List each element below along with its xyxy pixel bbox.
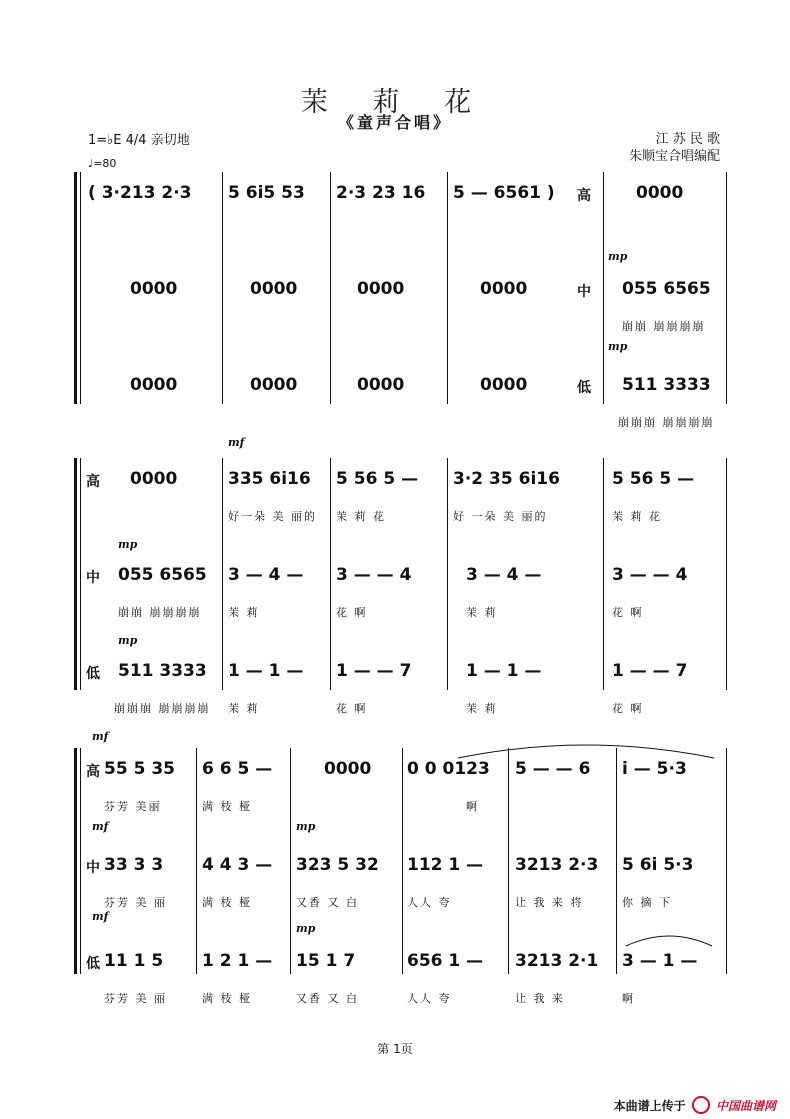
lyrics-line: 崩崩 崩崩崩崩	[622, 320, 706, 333]
measure-notes: 0000	[250, 279, 298, 299]
barline	[508, 748, 509, 974]
measure-notes: 0000	[324, 759, 372, 779]
measure-notes: 5 — 6561 )	[453, 183, 555, 203]
barline	[726, 458, 727, 690]
measure-notes: 1 2 1 —	[202, 951, 273, 971]
measure-notes: 3 — 4 —	[466, 565, 542, 585]
measure-notes: 055 6565	[118, 565, 207, 585]
barline	[603, 172, 604, 404]
lyrics-line: 人人 夸	[407, 992, 452, 1005]
lyrics-line: 茉 莉 花	[336, 510, 386, 523]
barline	[603, 458, 604, 690]
dynamic-marking: mf	[92, 820, 109, 833]
page-subtitle: 《童声合唱》	[337, 113, 452, 132]
barline	[196, 748, 197, 974]
lyrics-line: 花 啊	[336, 702, 368, 715]
dynamic-marking: mp	[296, 820, 316, 833]
measure-notes: 112 1 —	[407, 855, 484, 875]
measure-notes: 0000	[357, 375, 405, 395]
tie-slur	[624, 932, 714, 948]
measure-notes: 656 1 —	[407, 951, 484, 971]
lyrics-line: 又香 又 白	[296, 896, 359, 909]
measure-notes: 1 — — 7	[612, 661, 688, 681]
barline	[80, 172, 81, 404]
lyrics-line: 啊	[466, 800, 479, 813]
measure-notes: 0000	[130, 375, 178, 395]
lyrics-line: 啊	[622, 992, 635, 1005]
barline	[80, 458, 81, 690]
lyrics-line: 茉 莉	[466, 702, 498, 715]
measure-notes: 5 — — 6	[515, 759, 591, 779]
dynamic-marking: mf	[92, 730, 109, 743]
footer-brand[interactable]: 中国曲谱网	[715, 1099, 776, 1113]
barline	[447, 458, 448, 690]
measure-notes: 3 — — 4	[336, 565, 412, 585]
dynamic-marking: mf	[228, 436, 245, 449]
lyrics-line: 满 枝 桠	[202, 896, 252, 909]
lyrics-line: 芬芳 美 丽	[104, 896, 167, 909]
part-label-low: 低	[577, 380, 591, 396]
lyrics-line: 人人 夸	[407, 896, 452, 909]
part-label-low: 低	[86, 956, 100, 972]
part-label-low: 低	[86, 666, 100, 682]
lyrics-line: 让 我 来 将	[515, 896, 584, 909]
lyrics-line: 茉 莉	[228, 702, 260, 715]
part-label-mid: 中	[86, 570, 100, 586]
key-signature: 1=♭E 4/4 亲切地	[88, 133, 190, 148]
credit-arranger: 朱顺宝合唱编配	[628, 149, 720, 164]
lyrics-line: 茉 莉	[228, 606, 260, 619]
page-number: 第 1页	[377, 1042, 413, 1056]
part-label-high: 高	[86, 474, 100, 490]
lyrics-line: 崩崩 崩崩崩崩	[118, 606, 202, 619]
lyrics-line: 让 我 来	[515, 992, 565, 1005]
credit-origin: 江 苏 民 歌	[655, 132, 720, 147]
measure-notes: 5 56 5 —	[612, 469, 695, 489]
phrase-slur	[456, 740, 716, 760]
system-bracket	[74, 748, 77, 974]
measure-notes: 4 4 3 —	[202, 855, 273, 875]
dynamic-marking: mp	[608, 340, 628, 353]
barline	[330, 172, 331, 404]
site-footer[interactable]	[614, 1096, 776, 1114]
measure-notes: 3213 2·3	[515, 855, 599, 875]
measure-notes: 0000	[480, 279, 528, 299]
part-label-mid: 中	[86, 860, 100, 876]
dynamic-marking: mp	[118, 538, 138, 551]
barline	[726, 748, 727, 974]
lyrics-line: 茉 莉	[466, 606, 498, 619]
barline	[80, 748, 81, 974]
dynamic-marking: mf	[92, 910, 109, 923]
part-label-mid: 中	[577, 284, 591, 300]
barline	[290, 748, 291, 974]
lyrics-line: 好 一朵 美 丽的	[453, 510, 548, 523]
measure-notes: 0000	[357, 279, 405, 299]
tempo-marking: ♩=80	[88, 157, 117, 170]
measure-notes: 5 56 5 —	[336, 469, 419, 489]
barline	[616, 748, 617, 974]
barline	[726, 172, 727, 404]
measure-notes: 55 5 35	[104, 759, 175, 779]
system-bracket	[74, 458, 77, 690]
lyrics-line: 芬芳 美 丽	[104, 992, 167, 1005]
measure-notes: 33 3 3	[104, 855, 164, 875]
part-label-high: 高	[86, 764, 100, 780]
measure-notes: ( 3·213 2·3	[88, 183, 192, 203]
measure-notes: i — 5·3	[622, 759, 687, 779]
site-logo-icon	[692, 1096, 710, 1114]
measure-notes: 1 — — 7	[336, 661, 412, 681]
dynamic-marking: mp	[118, 634, 138, 647]
measure-notes: 511 3333	[118, 661, 207, 681]
lyrics-line: 花 啊	[612, 606, 644, 619]
lyrics-line: 芬芳 美丽	[104, 800, 162, 813]
measure-notes: 0000	[480, 375, 528, 395]
dynamic-marking: mp	[608, 250, 628, 263]
barline	[402, 748, 403, 974]
lyrics-line: 茉 莉 花	[612, 510, 662, 523]
measure-notes: 0 0 0123	[407, 759, 490, 779]
lyrics-line: 满 枝 桠	[202, 992, 252, 1005]
measure-notes: 3·2 35 6i16	[453, 469, 560, 489]
measure-notes: 5 6i5 53	[228, 183, 305, 203]
measure-notes: 5 6i 5·3	[622, 855, 694, 875]
measure-notes: 0000	[130, 469, 178, 489]
barline	[447, 172, 448, 404]
measure-notes: 323 5 32	[296, 855, 379, 875]
measure-notes: 11 1 5	[104, 951, 164, 971]
measure-notes: 3213 2·1	[515, 951, 599, 971]
measure-notes: 2·3 23 16	[336, 183, 426, 203]
measure-notes: 3 — 1 —	[622, 951, 698, 971]
measure-notes: 6 6 5 —	[202, 759, 273, 779]
page-title: 茉 莉 花	[300, 87, 490, 118]
measure-notes: 335 6i16	[228, 469, 311, 489]
part-label-high: 高	[577, 188, 591, 204]
barline	[330, 458, 331, 690]
measure-notes: 3 — — 4	[612, 565, 688, 585]
measure-notes: 0000	[130, 279, 178, 299]
measure-notes: 15 1 7	[296, 951, 356, 971]
measure-notes: 0000	[250, 375, 298, 395]
measure-notes: 3 — 4 —	[228, 565, 304, 585]
dynamic-marking: mp	[296, 922, 316, 935]
lyrics-line: 崩崩崩 崩崩崩崩	[618, 416, 715, 429]
lyrics-line: 花 啊	[336, 606, 368, 619]
measure-notes: 055 6565	[622, 279, 711, 299]
measure-notes: 1 — 1 —	[466, 661, 542, 681]
barline	[222, 458, 223, 690]
system-bracket	[74, 172, 77, 404]
lyrics-line: 好一朵 美 丽的	[228, 510, 317, 523]
lyrics-line: 崩崩崩 崩崩崩崩	[114, 702, 211, 715]
footer-text: 本曲谱上传于	[613, 1099, 686, 1113]
lyrics-line: 又香 又 白	[296, 992, 359, 1005]
measure-notes: 511 3333	[622, 375, 711, 395]
lyrics-line: 满 枝 桠	[202, 800, 252, 813]
measure-notes: 0000	[636, 183, 684, 203]
lyrics-line: 花 啊	[612, 702, 644, 715]
lyrics-line: 你 摘 下	[622, 896, 672, 909]
measure-notes: 1 — 1 —	[228, 661, 304, 681]
barline	[222, 172, 223, 404]
